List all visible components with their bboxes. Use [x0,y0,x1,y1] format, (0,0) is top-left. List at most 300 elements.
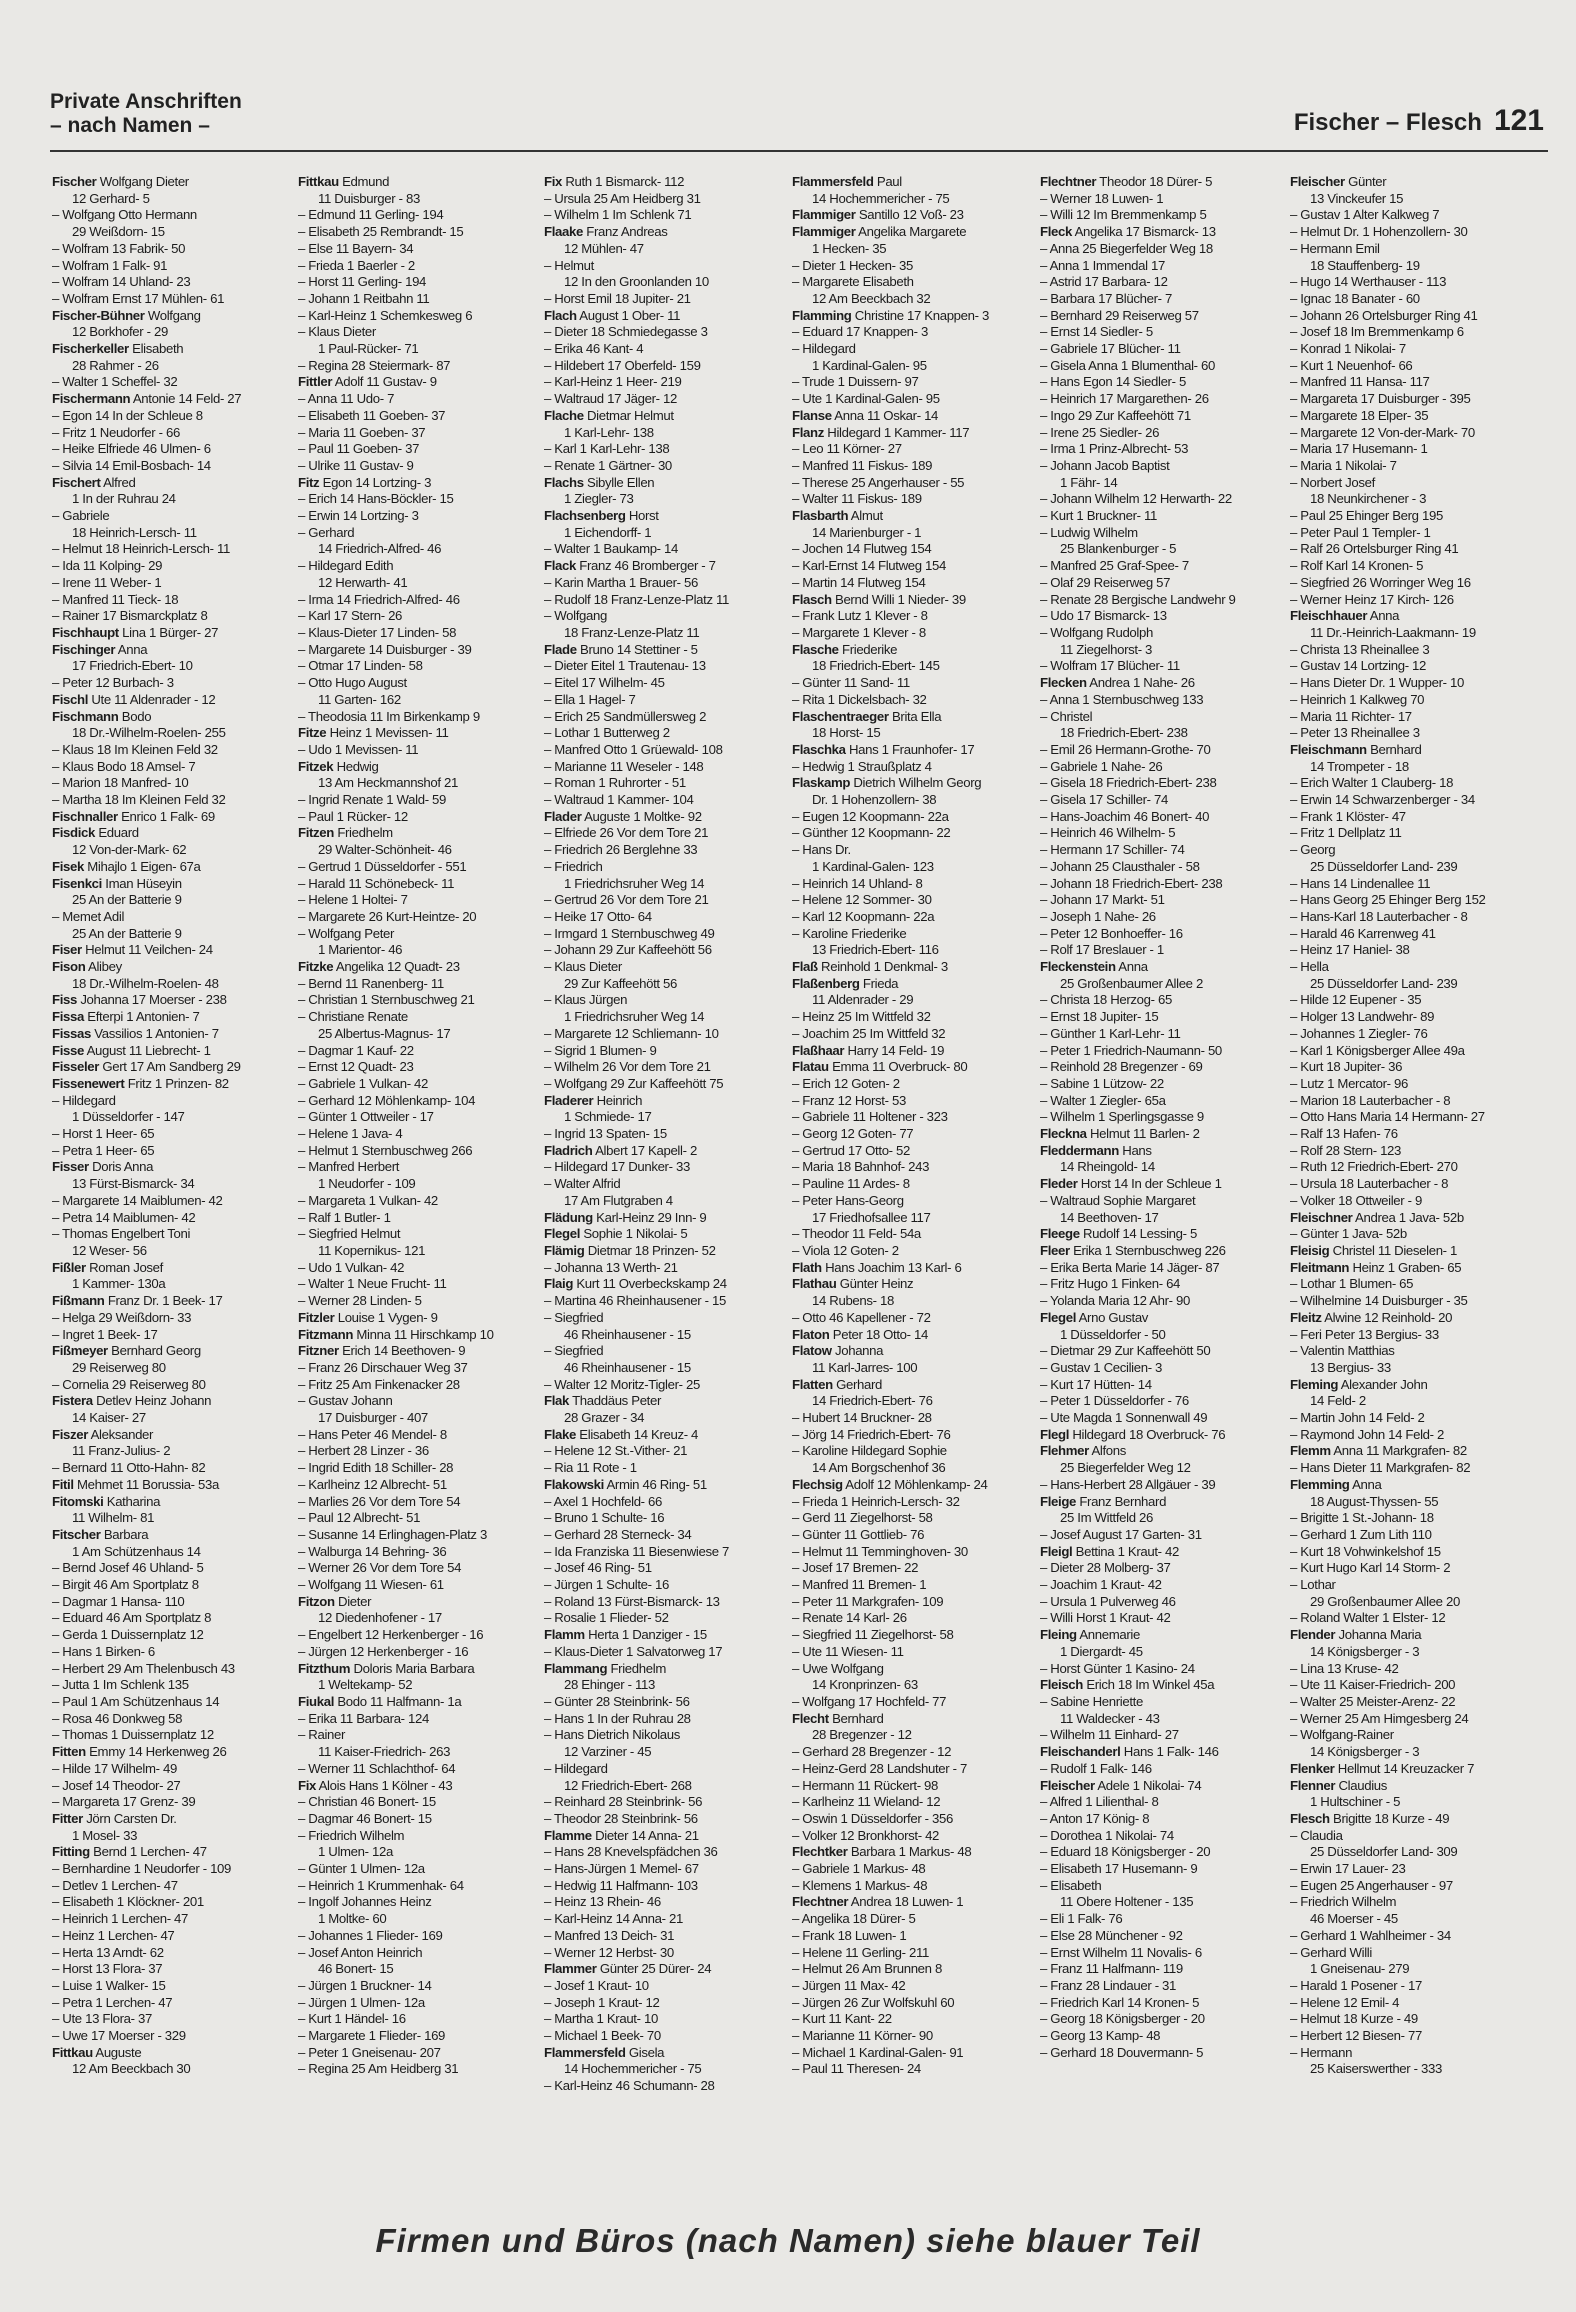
family-member-entry: – Klaus Bodo 18 Amsel- 7 [52,758,196,774]
entry-details: Bettina 1 Kraut- 42 [1072,1543,1179,1559]
directory-column-1 [52,174,296,2194]
family-member-entry: – Gerda 1 Duissernplatz 12 [52,1627,204,1643]
entry-details: Gerhard [832,1376,883,1392]
entry-details: Peter 18 Otto- 14 [829,1326,928,1342]
address-continuation: 29 Großenbaumer Allee 20 [1310,1593,1460,1609]
family-member-entry: – Rolf 28 Stern- 123 [1290,1142,1402,1158]
address-continuation: 29 Zur Kaffeehött 56 [564,975,677,991]
family-member-entry: – Luise 1 Walker- 15 [52,1977,166,1993]
family-member-entry: – Eugen 12 Koopmann- 22a [792,808,949,824]
surname: Fleischanderl [1040,1744,1121,1760]
entry-details: Doris Anna [88,1159,154,1175]
family-member-entry: – Gisela 17 Schiller- 74 [1040,792,1168,808]
surname-entry [1290,1477,1534,1494]
family-member-entry: – Claudia [1290,1827,1343,1843]
surname: Fleige [1040,1493,1077,1509]
family-member-entry: – Jürgen 1 Ulmen- 12a [298,1994,425,2010]
family-member-entry: – Paul 11 Goeben- 37 [298,441,420,457]
entry-details: Lina 1 Bürger- 27 [118,624,219,640]
entry-details: Anna 11 Oskar- 14 [831,407,939,423]
family-member-entry: – Josef 1 Kraut- 10 [544,1977,649,1993]
surname: Fißler [52,1259,86,1275]
family-member-entry: – Theodor 28 Steinbrink- 56 [544,1810,698,1826]
entry-details: Bernhard Georg [107,1343,201,1359]
family-member-entry: – Heinrich 1 Krummenhak- 64 [298,1877,464,1893]
entry-details: Louise 1 Vygen- 9 [334,1309,438,1325]
surname-entry [792,1377,1036,1394]
family-member-entry: – Karoline Friederike [792,925,907,941]
address-continuation: 12 Weser- 56 [72,1243,147,1258]
family-member-entry: – Waltraud 17 Jäger- 12 [544,391,677,407]
surname: Fitzthum [298,1660,351,1676]
surname-entry [792,775,1036,792]
surname-entry [792,1711,1036,1728]
surname-entry [792,742,1036,759]
address-continuation: 14 Rubens- 18 [812,1293,894,1309]
entry-details: Barbara 1 Markus- 48 [847,1844,972,1860]
surname: Fittkau [52,2044,93,2060]
family-member-entry: – Ute 11 Kaiser-Friedrich- 200 [1290,1677,1456,1693]
address-continuation: 11 Kaiser-Friedrich- 263 [318,1744,451,1760]
family-member-entry: – Ingolf Johannes Heinz [298,1894,432,1910]
family-member-entry: – Helene 11 Gerling- 211 [792,1944,929,1960]
surname-entry [544,2045,788,2062]
surname-entry [1290,608,1534,625]
entry-details: Erich 14 Beethoven- 9 [338,1343,466,1359]
address-continuation: 1 Fähr- 14 [1060,474,1118,490]
address-continuation: 46 Bonert- 15 [318,1961,394,1977]
surname: Flechtker [792,1844,848,1860]
surname-entry [52,1159,296,1176]
address-continuation: 46 Moerser - 45 [1310,1911,1398,1927]
family-member-entry: – Frieda 1 Heinrich-Lersch- 32 [792,1493,960,1509]
entry-details: Katharina [103,1493,161,1509]
family-member-entry: – Georg 12 Goten- 77 [792,1126,914,1142]
family-member-entry: – Dieter 18 Schmiedegasse 3 [544,324,708,340]
surname: Fitten [52,1744,86,1760]
surname: Flegel [544,1226,581,1242]
family-member-entry: – Anna 25 Biegerfelder Weg 18 [1040,240,1213,256]
family-member-entry: – Hedwig 1 Straußplatz 4 [792,758,932,774]
surname: Flatow [792,1343,832,1359]
family-member-entry: – Hans Egon 14 Siedler- 5 [1040,374,1186,390]
family-member-entry: – Franz 26 Dirschauer Weg 37 [298,1359,468,1375]
family-member-entry: – Hedwig 11 Halfmann- 103 [544,1877,698,1893]
entry-details: Antonie 14 Feld- 27 [130,391,242,407]
family-member-entry: – Horst Günter 1 Kasino- 24 [1040,1660,1195,1676]
family-member-entry: – Angelika 18 Dürer- 5 [792,1911,916,1927]
family-member-entry: – Elisabeth 11 Goeben- 37 [298,407,446,423]
family-member-entry: – Hildebert 17 Oberfeld- 159 [544,357,701,373]
surname-entry [544,809,788,826]
family-member-entry: – Manfred Otto 1 Grüewald- 108 [544,741,723,757]
family-member-entry: – Sabine 1 Lützow- 22 [1040,1075,1164,1091]
address-continuation: 1 Friedrichsruher Weg 14 [564,1009,705,1025]
surname: Fittkau [298,174,339,189]
family-member-entry: – Joseph 1 Kraut- 12 [544,1994,660,2010]
surname-entry [52,475,296,492]
family-member-entry: – Silvia 14 Emil-Bosbach- 14 [52,457,211,473]
entry-details: Alois Hans 1 Kölner - 43 [316,1777,453,1793]
surname: Fissenewert [52,1075,125,1091]
family-member-entry: – Wilhelm 11 Einhard- 27 [1040,1727,1179,1743]
entry-details: Herta 1 Danziger - 15 [584,1627,707,1643]
family-member-entry: – Erich 25 Sandmüllersweg 2 [544,708,707,724]
header-rule [50,150,1548,152]
surname-entry [52,1043,296,1060]
surname: Flammersfeld [792,174,874,189]
family-member-entry: – Christian 46 Bonert- 15 [298,1794,436,1810]
surname: Flecht [792,1710,829,1726]
surname: Flack [544,558,576,574]
family-member-entry: – Johannes 1 Flieder- 169 [298,1927,443,1943]
family-member-entry: – Manfred 11 Bremen- 1 [792,1577,927,1593]
family-member-entry: – Walter 1 Ziegler- 65a [1040,1092,1166,1108]
family-member-entry: – Maria 11 Richter- 17 [1290,708,1412,724]
family-member-entry: – Johann 18 Friedrich-Ebert- 238 [1040,875,1223,891]
address-continuation: 1 Friedrichsruher Weg 14 [564,875,705,891]
family-member-entry: – Wolfgang 17 Hochfeld- 77 [792,1693,947,1709]
surname: Fladrich [544,1142,593,1158]
family-member-entry: – Ria 11 Rote - 1 [544,1460,637,1476]
entry-details: Hans Joachim 13 Karl- 6 [821,1259,962,1275]
entry-details: Alexander John [1338,1376,1428,1392]
surname-entry [1040,1176,1284,1193]
family-member-entry: – Margarete 14 Maiblumen- 42 [52,1192,223,1208]
family-member-entry: – Irene 25 Siedler- 26 [1040,424,1160,440]
family-member-entry: – Valentin Matthias [1290,1343,1395,1359]
family-member-entry: – Kurt 1 Bruckner- 11 [1040,508,1158,524]
family-member-entry: – Udo 1 Vulkan- 42 [298,1259,405,1275]
family-member-entry: – Wolfgang Peter [298,925,395,941]
family-member-entry: – Siegfried [544,1309,604,1325]
surname-entry [544,308,788,325]
entry-details: Friederike [838,641,898,657]
entry-details: Sibylle Ellen [583,474,655,490]
address-continuation: Dr. 1 Hohenzollern- 38 [812,792,937,808]
entry-details: Egon 14 Lortzing- 3 [319,474,432,490]
family-member-entry: – Johann 29 Zur Kaffeehött 56 [544,942,712,958]
family-member-entry: – Johann 25 Clausthaler - 58 [1040,858,1200,874]
entry-details: August 1 Ober- 11 [576,307,681,323]
family-member-entry: – Else 28 Münchener - 92 [1040,1927,1183,1943]
surname: Fischer [52,174,97,189]
surname: Fleischer [1040,1777,1095,1793]
family-member-entry: – Maria 11 Goeben- 37 [298,424,426,440]
family-member-entry: – Hubert 14 Bruckner- 28 [792,1410,932,1426]
family-member-entry: – Irene 11 Weber- 1 [52,574,162,590]
surname: Flaschentraeger [792,708,889,724]
family-member-entry: – Gisela Anna 1 Blumenthal- 60 [1040,357,1215,373]
family-member-entry: – Hildegard [792,341,856,357]
family-member-entry: – Hilde 12 Eupener - 35 [1290,992,1422,1008]
entry-details: Emmy 14 Herkenweg 26 [85,1744,227,1760]
address-continuation: 14 Friedrich-Alfred- 46 [318,541,442,557]
family-member-entry: – Theodosia 11 Im Birkenkamp 9 [298,708,480,724]
family-member-entry: – Ernst 12 Quadt- 23 [298,1059,414,1075]
family-member-entry: – Harald 11 Schönebeck- 11 [298,875,455,891]
surname: Fiukal [298,1693,335,1709]
entry-details: Hans 1 Fraunhofer- 17 [845,741,975,757]
surname: Fitzon [298,1593,335,1609]
surname-entry [52,942,296,959]
surname-entry [52,1811,296,1828]
address-continuation: 28 Rahmer - 26 [72,357,159,373]
surname-entry [1040,224,1284,241]
surname-entry [1290,1778,1534,1795]
surname-entry [52,1026,296,1043]
family-member-entry: – Ulrike 11 Gustav- 9 [298,457,414,473]
family-member-entry: – Elisabeth 25 Rembrandt- 15 [298,224,464,240]
surname-entry [1040,1744,1284,1761]
family-member-entry: – Martha 18 Im Kleinen Feld 32 [52,792,226,808]
family-member-entry: – Otto Hans Maria 14 Hermann- 27 [1290,1109,1485,1125]
surname: Fisser [52,1159,89,1175]
entry-details: Arno Gustav [1076,1309,1149,1325]
family-member-entry: – Wilhelm 1 Sperlingsgasse 9 [1040,1109,1204,1125]
address-continuation: 12 Herwarth- 41 [318,574,408,590]
family-member-entry: – Helmut 18 Heinrich-Lersch- 11 [52,541,231,557]
surname: Fischnaller [52,808,118,824]
address-continuation: 1 Neudorfer - 109 [318,1176,416,1192]
directory-column-3 [544,174,788,2194]
family-member-entry: – Sabine Henriette [1040,1693,1143,1709]
family-member-entry: – Karl-Heinz 46 Schumann- 28 [544,2078,715,2094]
surname-entry [792,1894,1036,1911]
address-continuation: 12 Am Beeckbach 32 [812,290,931,306]
address-continuation: 1 Eichendorff- 1 [564,524,652,540]
entry-details: Dieter 14 Anna- 21 [591,1827,699,1843]
surname-entry [1290,1260,1534,1277]
surname-entry [298,825,542,842]
address-continuation: 12 Diedenhofener - 17 [318,1610,442,1626]
address-continuation: 25 Düsseldorfer Land- 239 [1310,975,1458,991]
family-member-entry: – Otto 46 Kapellener - 72 [792,1309,931,1325]
surname: Flender [1290,1627,1336,1643]
family-member-entry: – Egon 14 In der Schleue 8 [52,407,203,423]
family-member-entry: – Martina 46 Rheinhausener - 15 [544,1293,726,1309]
family-member-entry: – Harald 46 Karrenweg 41 [1290,925,1436,941]
family-member-entry: – Ralf 26 Ortelsburger Ring 41 [1290,541,1459,557]
family-member-entry: – Dorothea 1 Nikolai- 74 [1040,1827,1174,1843]
family-member-entry: – Gerhard 12 Möhlenkamp- 104 [298,1092,476,1108]
family-member-entry: – Wolfgang Otto Hermann [52,207,197,223]
entry-details: Heinz 1 Mevissen- 11 [326,725,449,741]
address-continuation: 11 Obere Holtener - 135 [1060,1894,1194,1910]
directory-column-4 [792,174,1036,2194]
family-member-entry: – Erich Walter 1 Clauberg- 18 [1290,775,1454,791]
address-continuation: 14 Rheingold- 14 [1060,1159,1155,1175]
family-member-entry: – Irma 14 Friedrich-Alfred- 46 [298,591,460,607]
surname: Fleing [1040,1627,1077,1643]
family-member-entry: – Hilde 17 Wilhelm- 49 [52,1760,177,1776]
address-continuation: 25 An der Batterie 9 [72,925,182,941]
surname-entry [1040,1778,1284,1795]
entry-details: Andrea 18 Luwen- 1 [848,1894,964,1910]
address-continuation: 11 Duisburger - 83 [318,190,420,206]
surname-entry [792,1043,1036,1060]
surname: Flädung [544,1209,593,1225]
family-member-entry: – Helmut 1 Sternbuschweg 266 [298,1142,473,1158]
family-member-entry: – Ruth 12 Friedrich-Ebert- 270 [1290,1159,1458,1175]
surname: Flechsig [792,1476,843,1492]
family-member-entry: – Paul 12 Albrecht- 51 [298,1510,421,1526]
family-member-entry: – Hans Dieter 11 Markgrafen- 82 [1290,1460,1471,1476]
family-member-entry: – Walter 12 Moritz-Tigler- 25 [544,1376,700,1392]
surname-entry [792,642,1036,659]
family-member-entry: – Birgit 46 Am Sportplatz 8 [52,1577,199,1593]
family-member-entry: – Werner 12 Herbst- 30 [544,1944,674,1960]
family-member-entry: – Edmund 11 Gerling- 194 [298,207,444,223]
family-member-entry: – Friedrich Wilhelm [298,1827,405,1843]
entry-details: Horst [625,508,659,524]
family-member-entry: – Heinz-Gerd 28 Landshuter - 7 [792,1760,967,1776]
surname-entry [52,2045,296,2062]
entry-details: Günter Heinz [836,1276,914,1292]
family-member-entry: – Peter 1 Gneisenau- 207 [298,2044,441,2060]
surname-entry [52,1494,296,1511]
family-member-entry: – Hans-Joachim 46 Bonert- 40 [1040,808,1210,824]
family-member-entry: – Hans 14 Lindenallee 11 [1290,875,1431,891]
family-member-entry: – Volker 12 Bronkhorst- 42 [792,1827,940,1843]
surname: Fitomski [52,1493,104,1509]
family-member-entry: – Rolf Karl 14 Kronen- 5 [1290,558,1424,574]
family-member-entry: – Hans 1 In der Ruhrau 28 [544,1710,691,1726]
surname-entry [792,207,1036,224]
family-member-entry: – Ute 11 Wiesen- 11 [792,1643,904,1659]
family-member-entry: – Walburga 14 Behring- 36 [298,1543,447,1559]
surname-entry [544,1427,788,1444]
family-member-entry: – Cornelia 29 Reiserweg 80 [52,1376,206,1392]
family-member-entry: – Heinrich 17 Margarethen- 26 [1040,391,1209,407]
family-member-entry: – Gustav Johann [298,1393,393,1409]
entry-details: Johanna [831,1343,884,1359]
surname: Fisseler [52,1059,100,1075]
family-member-entry: – Norbert Josef [1290,474,1375,490]
family-member-entry: – Margarete 12 Schliemann- 10 [544,1025,719,1041]
address-continuation: 1 Düsseldorfer - 50 [1060,1326,1166,1342]
address-continuation: 17 Friedhofsallee 117 [812,1209,931,1225]
surname-entry [52,1343,296,1360]
surname: Fitil [52,1476,74,1492]
family-member-entry: – Dieter 28 Molberg- 37 [1040,1560,1171,1576]
surname: Fleddermann [1040,1142,1119,1158]
entry-details: Hans [1118,1142,1152,1158]
entry-details: Alfred [100,474,136,490]
family-member-entry: – Margareta 1 Vulkan- 42 [298,1192,438,1208]
family-member-entry: – Horst 13 Flora- 37 [52,1961,163,1977]
family-member-entry: – Holger 13 Landwehr- 89 [1290,1009,1435,1025]
surname: Fitz [298,474,320,490]
surname: Flechtner [792,1894,849,1910]
family-member-entry: – Karl 17 Stern- 26 [298,608,403,624]
surname-entry [1040,1627,1284,1644]
surname-entry [792,174,1036,191]
address-continuation: 14 Kaiser- 27 [72,1410,146,1426]
surname: Flake [544,1426,576,1442]
entry-details: Elisabeth 14 Kreuz- 4 [575,1426,699,1442]
surname-entry [1290,1377,1534,1394]
surname-entry [52,692,296,709]
family-member-entry: – Bernhardine 1 Neudorfer - 109 [52,1861,232,1877]
surname-entry [544,475,788,492]
address-continuation: 1 Marientor- 46 [318,942,403,958]
surname-entry [544,1627,788,1644]
family-member-entry: – Maria 1 Nikolai- 7 [1290,457,1397,473]
surname-entry [298,1310,542,1327]
family-member-entry: – Jürgen 11 Max- 42 [792,1977,906,1993]
family-member-entry: – Frank 1 Klöster- 47 [1290,808,1406,824]
surname-entry [52,174,296,191]
family-member-entry: – Ernst 14 Siedler- 5 [1040,324,1153,340]
surname-entry [792,1343,1036,1360]
surname-entry [1040,1243,1284,1260]
address-continuation: 1 In der Ruhrau 24 [72,491,176,507]
entry-details: Bernhard [828,1710,884,1726]
family-member-entry: – Hans Dieter Dr. 1 Wupper- 10 [1290,675,1464,691]
family-member-entry: – Hans-Herbert 28 Allgäuer - 39 [1040,1476,1216,1492]
surname: Fleischner [1290,1209,1353,1225]
family-member-entry: – Eduard 17 Knappen- 3 [792,324,929,340]
address-continuation: 18 Friedrich-Ebert- 145 [812,658,940,674]
family-member-entry: – Erika 46 Kant- 4 [544,341,644,357]
surname: Fison [52,959,86,975]
family-member-entry: – Michael 1 Kardinal-Galen- 91 [792,2044,964,2060]
family-member-entry: – Willi Horst 1 Kraut- 42 [1040,1610,1171,1626]
address-continuation: 46 Rheinhausener - 15 [564,1359,691,1375]
family-member-entry: – Heinz 25 Im Wittfeld 32 [792,1009,931,1025]
surname: Fischmann [52,708,119,724]
family-member-entry: – Gustav 1 Cecilien- 3 [1040,1359,1163,1375]
entry-details: Erika 1 Sternbuschweg 226 [1069,1243,1226,1258]
family-member-entry: – Gustav 14 Lortzing- 12 [1290,658,1427,674]
surname-entry [792,224,1036,241]
family-member-entry: – Margarete 1 Flieder- 169 [298,2028,446,2044]
entry-details: Alibey [85,959,122,975]
family-member-entry: – Walter 1 Baukamp- 14 [544,541,679,557]
surname-entry [52,992,296,1009]
family-member-entry: – Heinrich 14 Uhland- 8 [792,875,923,891]
entry-details: Brigitte 18 Kurze - 49 [1329,1810,1450,1826]
family-member-entry: – Rainer 17 Bismarckplatz 8 [52,608,208,624]
family-member-entry: – Hella [1290,959,1329,975]
family-member-entry: – Detlev 1 Lerchen- 47 [52,1877,178,1893]
entry-details: Annemarie [1076,1627,1140,1643]
surname: Fiser [52,942,82,958]
surname-entry [52,341,296,358]
family-member-entry: – Alfred 1 Lilienthal- 8 [1040,1794,1159,1810]
surname-entry [298,374,542,391]
family-member-entry: – Leo 11 Körner- 27 [792,441,902,457]
entry-details: Friedhelm [607,1660,666,1676]
family-member-entry: – Gerd 11 Ziegelhorst- 58 [792,1510,933,1526]
entry-details: Heinz 1 Graben- 65 [1349,1259,1462,1275]
entry-details: Adele 1 Nikolai- 74 [1094,1777,1202,1793]
entry-details: Günter [1344,174,1387,189]
family-member-entry: – Erika Berta Marie 14 Jäger- 87 [1040,1259,1220,1275]
family-member-entry: – Horst Emil 18 Jupiter- 21 [544,290,691,306]
family-member-entry: – Horst 11 Gerling- 194 [298,274,427,290]
family-member-entry: – Engelbert 12 Herkenberger - 16 [298,1627,484,1643]
surname-entry [1290,1310,1534,1327]
surname-entry [298,725,542,742]
family-member-entry: – Josef 17 Bremen- 22 [792,1560,919,1576]
family-member-entry: – Helene 12 St.-Vither- 21 [544,1443,688,1459]
family-member-entry: – Walter 1 Scheffel- 32 [52,374,178,390]
surname: Flade [544,641,577,657]
address-continuation: 1 Kardinal-Galen- 123 [812,858,934,874]
surname: Flaß [792,959,818,975]
